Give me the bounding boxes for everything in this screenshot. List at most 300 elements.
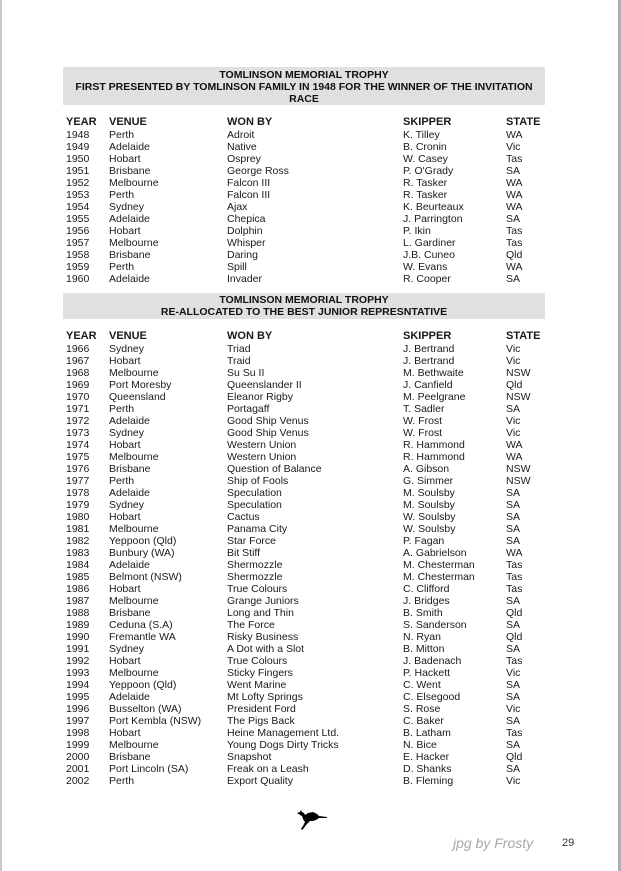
table-row: [66, 607, 546, 619]
cell-year: 1985: [66, 571, 90, 583]
cell-venue: Melbourne: [109, 367, 159, 379]
cell-state: Vic: [506, 141, 521, 153]
table-row: [66, 559, 546, 571]
cell-skipper: W. Frost: [403, 415, 443, 427]
cell-venue: Adelaide: [109, 273, 150, 285]
cell-venue: Yeppoon (Qld): [109, 535, 177, 547]
cell-skipper: R. Hammond: [403, 451, 465, 463]
table-row: [66, 237, 546, 249]
cell-venue: Adelaide: [109, 213, 150, 225]
cell-won-by: Long and Thin: [227, 607, 294, 619]
cell-venue: Hobart: [109, 439, 141, 451]
cell-won-by: Bit Stiff: [227, 547, 261, 559]
cell-year: 1955: [66, 213, 90, 225]
cell-won-by: Eleanor Rigby: [227, 391, 293, 403]
cell-year: 1952: [66, 177, 90, 189]
cell-year: 1968: [66, 367, 90, 379]
table-row: [66, 403, 546, 415]
cell-state: Vic: [506, 667, 521, 679]
col-state-header: STATE: [506, 116, 541, 128]
cell-year: 1993: [66, 667, 90, 679]
table-row: [66, 547, 546, 559]
page-number: 29: [562, 837, 575, 849]
cell-state: SA: [506, 165, 521, 177]
cell-skipper: K. Beurteaux: [403, 201, 464, 213]
table-row: [66, 273, 546, 285]
photo-credit: jpg by Frosty: [453, 835, 534, 851]
cell-won-by: The Force: [227, 619, 275, 631]
cell-won-by: Spill: [227, 261, 247, 273]
cell-skipper: M. Chesterman: [403, 571, 475, 583]
cell-state: WA: [506, 177, 523, 189]
table-row: [66, 129, 546, 141]
table-row: [66, 715, 546, 727]
table-row: [66, 619, 546, 631]
cell-won-by: Grange Juniors: [227, 595, 299, 607]
table-row: [66, 391, 546, 403]
cell-state: SA: [506, 763, 521, 775]
cell-state: NSW: [506, 367, 531, 379]
cell-skipper: E. Hacker: [403, 751, 450, 763]
cell-venue: Brisbane: [109, 607, 151, 619]
cell-won-by: President Ford: [227, 703, 296, 715]
cell-year: 1999: [66, 739, 90, 751]
cell-skipper: B. Smith: [403, 607, 443, 619]
cell-skipper: P. O'Grady: [403, 165, 454, 177]
table-header: [66, 330, 546, 343]
cell-skipper: B. Cronin: [403, 141, 447, 153]
col-wonby-header: WON BY: [227, 330, 273, 342]
cell-state: SA: [506, 273, 521, 285]
col-state-header: STATE: [506, 330, 541, 342]
cell-skipper: P. Fagan: [403, 535, 445, 547]
cell-year: 1994: [66, 679, 90, 691]
table-row: [66, 631, 546, 643]
cell-skipper: R. Tasker: [403, 177, 448, 189]
col-year-header: YEAR: [66, 116, 97, 128]
cell-skipper: M. Soulsby: [403, 487, 455, 499]
col-venue-header: VENUE: [109, 116, 147, 128]
table-row: [66, 595, 546, 607]
table-row: [66, 739, 546, 751]
table-row: [66, 451, 546, 463]
cell-year: 1949: [66, 141, 90, 153]
cell-won-by: Invader: [227, 273, 263, 285]
cell-skipper: B. Latham: [403, 727, 451, 739]
table-row: [66, 487, 546, 499]
cell-state: Qld: [506, 631, 523, 643]
table-row: [66, 523, 546, 535]
cell-venue: Belmont (NSW): [109, 571, 182, 583]
cell-year: 1981: [66, 523, 90, 535]
table-header: [66, 116, 546, 129]
cell-skipper: A. Gabrielson: [403, 547, 467, 559]
cell-won-by: Speculation: [227, 487, 282, 499]
cell-skipper: C. Baker: [403, 715, 444, 727]
cell-skipper: B. Fleming: [403, 775, 454, 787]
section1-table: [66, 116, 546, 285]
cell-skipper: D. Shanks: [403, 763, 452, 775]
cell-won-by: Native: [227, 141, 257, 153]
table-row: [66, 775, 546, 787]
cell-state: SA: [506, 535, 521, 547]
cell-state: Tas: [506, 571, 523, 583]
cell-year: 1960: [66, 273, 90, 285]
cell-year: 1987: [66, 595, 90, 607]
cell-state: NSW: [506, 463, 531, 475]
section1-title: TOMLINSON MEMORIAL TROPHY: [219, 69, 389, 81]
cell-won-by: Heine Management Ltd.: [227, 727, 340, 739]
cell-state: WA: [506, 547, 523, 559]
cell-venue: Melbourne: [109, 523, 159, 535]
cell-state: SA: [506, 643, 521, 655]
cell-state: Vic: [506, 427, 521, 439]
cell-won-by: True Colours: [227, 583, 288, 595]
table-row: [66, 499, 546, 511]
section1-subtitle-cont: RACE: [289, 93, 319, 105]
cell-year: 1996: [66, 703, 90, 715]
col-year-header: YEAR: [66, 330, 97, 342]
section2-title: TOMLINSON MEMORIAL TROPHY: [219, 294, 389, 306]
cell-year: 1989: [66, 619, 90, 631]
table-row: [66, 691, 546, 703]
cell-won-by: Sticky Fingers: [227, 667, 293, 679]
table-row: [66, 415, 546, 427]
cell-skipper: K. Tilley: [403, 129, 440, 141]
table-row: [66, 535, 546, 547]
cell-skipper: R. Hammond: [403, 439, 465, 451]
cell-skipper: W. Soulsby: [403, 511, 456, 523]
cell-skipper: N. Bice: [403, 739, 437, 751]
cell-year: 1957: [66, 237, 90, 249]
cell-venue: Sydney: [109, 643, 145, 655]
cell-won-by: Portagaff: [227, 403, 270, 415]
cell-state: WA: [506, 189, 523, 201]
cell-won-by: Falcon III: [227, 189, 271, 201]
cell-year: 1971: [66, 403, 90, 415]
cell-state: Qld: [506, 607, 523, 619]
cell-skipper: B. Mitton: [403, 643, 445, 655]
table-row: [66, 751, 546, 763]
cell-year: 1969: [66, 379, 90, 391]
cell-state: SA: [506, 739, 521, 751]
col-wonby-header: WON BY: [227, 116, 273, 128]
cell-state: SA: [506, 499, 521, 511]
cell-won-by: Adroit: [227, 129, 255, 141]
cell-state: SA: [506, 213, 521, 225]
section1-title-band: [63, 67, 545, 105]
cell-state: SA: [506, 619, 521, 631]
cell-year: 1953: [66, 189, 90, 201]
cell-venue: Melbourne: [109, 667, 159, 679]
cell-won-by: Risky Business: [227, 631, 299, 643]
table-row: [66, 213, 546, 225]
cell-state: Tas: [506, 225, 523, 237]
cell-state: Tas: [506, 583, 523, 595]
cell-state: SA: [506, 595, 521, 607]
cell-venue: Melbourne: [109, 177, 159, 189]
cell-won-by: Ship of Fools: [227, 475, 289, 487]
table-row: [66, 511, 546, 523]
section2-table: [66, 330, 546, 787]
cell-won-by: Ajax: [227, 201, 248, 213]
cell-skipper: M. Soulsby: [403, 499, 455, 511]
cell-year: 1990: [66, 631, 90, 643]
cell-state: WA: [506, 261, 523, 273]
table-row: [66, 225, 546, 237]
cell-venue: Melbourne: [109, 451, 159, 463]
cell-year: 1956: [66, 225, 90, 237]
cell-won-by: Shermozzle: [227, 559, 283, 571]
cell-skipper: C. Went: [403, 679, 441, 691]
cell-state: Qld: [506, 249, 523, 261]
cell-venue: Perth: [109, 475, 135, 487]
cell-state: NSW: [506, 391, 531, 403]
cell-skipper: W. Evans: [403, 261, 448, 273]
table-row: [66, 249, 546, 261]
cell-venue: Bunbury (WA): [109, 547, 175, 559]
cell-venue: Port Lincoln (SA): [109, 763, 189, 775]
table-row: [66, 763, 546, 775]
cell-skipper: N. Ryan: [403, 631, 441, 643]
cell-skipper: M. Peelgrane: [403, 391, 466, 403]
cell-venue: Ceduna (S.A): [109, 619, 173, 631]
cell-year: 1975: [66, 451, 90, 463]
cell-year: 1992: [66, 655, 90, 667]
cell-state: Vic: [506, 775, 521, 787]
table-row: [66, 261, 546, 273]
table-row: [66, 439, 546, 451]
cell-skipper: J.B. Cuneo: [403, 249, 455, 261]
cell-skipper: J. Parrington: [403, 213, 463, 225]
cell-state: Tas: [506, 237, 523, 249]
cell-venue: Perth: [109, 775, 135, 787]
cell-venue: Perth: [109, 129, 135, 141]
cell-skipper: P. Hackett: [403, 667, 451, 679]
cell-skipper: R. Tasker: [403, 189, 448, 201]
cell-won-by: Su Su II: [227, 367, 265, 379]
cell-won-by: Speculation: [227, 499, 282, 511]
cell-year: 1974: [66, 439, 90, 451]
cell-venue: Port Moresby: [109, 379, 172, 391]
cell-state: Vic: [506, 415, 521, 427]
cell-state: WA: [506, 439, 523, 451]
col-venue-header: VENUE: [109, 330, 147, 342]
cell-year: 1980: [66, 511, 90, 523]
cell-venue: Fremantle WA: [109, 631, 176, 643]
cell-year: 1995: [66, 691, 90, 703]
cell-venue: Perth: [109, 261, 135, 273]
cell-year: 1988: [66, 607, 90, 619]
cell-state: Tas: [506, 727, 523, 739]
cell-state: SA: [506, 487, 521, 499]
cell-year: 1966: [66, 343, 90, 355]
table-row: [66, 343, 546, 355]
table-row: [66, 177, 546, 189]
cell-venue: Sydney: [109, 499, 145, 511]
table-row: [66, 643, 546, 655]
cell-state: SA: [506, 523, 521, 535]
cell-won-by: George Ross: [227, 165, 289, 177]
cell-skipper: T. Sadler: [403, 403, 445, 415]
cell-state: WA: [506, 129, 523, 141]
cell-state: Tas: [506, 655, 523, 667]
cell-year: 1972: [66, 415, 90, 427]
cell-venue: Brisbane: [109, 463, 151, 475]
section2-title-band: [63, 293, 545, 319]
cell-state: WA: [506, 201, 523, 213]
cell-won-by: Daring: [227, 249, 258, 261]
table-row: [66, 679, 546, 691]
cell-state: Qld: [506, 379, 523, 391]
cell-venue: Hobart: [109, 583, 141, 595]
cell-year: 1984: [66, 559, 90, 571]
cell-state: SA: [506, 511, 521, 523]
cell-venue: Adelaide: [109, 559, 150, 571]
table-row: [66, 201, 546, 213]
cell-venue: Melbourne: [109, 595, 159, 607]
cell-won-by: Whisper: [227, 237, 266, 249]
cell-won-by: Star Force: [227, 535, 277, 547]
section1-subtitle: FIRST PRESENTED BY TOMLINSON FAMILY IN 1948 FOR THE WINNER OF THE INVITATION: [75, 81, 533, 93]
cell-year: 1998: [66, 727, 90, 739]
cell-won-by: True Colours: [227, 655, 288, 667]
col-skipper-header: SKIPPER: [403, 116, 452, 128]
cell-year: 1951: [66, 165, 90, 177]
cell-venue: Hobart: [109, 153, 141, 165]
cell-venue: Adelaide: [109, 141, 150, 153]
cell-year: 2000: [66, 751, 90, 763]
cell-won-by: Falcon III: [227, 177, 271, 189]
cell-year: 2001: [66, 763, 90, 775]
cell-venue: Adelaide: [109, 691, 150, 703]
section2-subtitle: RE-ALLOCATED TO THE BEST JUNIOR REPRESNTATIVE: [160, 306, 448, 318]
cell-state: NSW: [506, 475, 531, 487]
table-row: [66, 355, 546, 367]
cell-venue: Hobart: [109, 355, 141, 367]
cell-skipper: M. Chesterman: [403, 559, 475, 571]
cell-year: 1950: [66, 153, 90, 165]
cell-venue: Sydney: [109, 201, 145, 213]
cell-year: 1983: [66, 547, 90, 559]
cell-venue: Melbourne: [109, 739, 159, 751]
cell-year: 1976: [66, 463, 90, 475]
cell-venue: Queensland: [109, 391, 166, 403]
cell-skipper: J. Bridges: [403, 595, 450, 607]
cell-skipper: A. Gibson: [403, 463, 450, 475]
table-row: [66, 367, 546, 379]
cell-venue: Sydney: [109, 343, 145, 355]
cell-year: 1982: [66, 535, 90, 547]
cell-year: 1959: [66, 261, 90, 273]
cell-venue: Perth: [109, 189, 135, 201]
table-row: [66, 571, 546, 583]
cell-skipper: W. Soulsby: [403, 523, 456, 535]
cell-venue: Yeppoon (Qld): [109, 679, 177, 691]
cell-year: 1997: [66, 715, 90, 727]
table-row: [66, 655, 546, 667]
cell-skipper: C. Elsegood: [403, 691, 461, 703]
cell-venue: Brisbane: [109, 165, 151, 177]
cell-venue: Adelaide: [109, 487, 150, 499]
cell-state: Tas: [506, 559, 523, 571]
table-row: [66, 667, 546, 679]
table-row: [66, 379, 546, 391]
cell-year: 1948: [66, 129, 90, 141]
cell-venue: Hobart: [109, 655, 141, 667]
cell-skipper: J. Badenach: [403, 655, 462, 667]
cell-won-by: Chepica: [227, 213, 266, 225]
cell-won-by: Good Ship Venus: [227, 415, 309, 427]
table-row: [66, 703, 546, 715]
cell-venue: Port Kembla (NSW): [109, 715, 202, 727]
cell-won-by: Good Ship Venus: [227, 427, 309, 439]
kangaroo-icon: [296, 809, 328, 831]
cell-state: Vic: [506, 703, 521, 715]
cell-skipper: W. Casey: [403, 153, 448, 165]
cell-skipper: J. Canfield: [403, 379, 453, 391]
cell-won-by: Export Quality: [227, 775, 293, 787]
cell-year: 2002: [66, 775, 90, 787]
table-row: [66, 189, 546, 201]
cell-won-by: Osprey: [227, 153, 261, 165]
table-row: [66, 583, 546, 595]
cell-won-by: Western Union: [227, 439, 297, 451]
table-row: [66, 427, 546, 439]
cell-year: 1958: [66, 249, 90, 261]
table-row: [66, 727, 546, 739]
cell-year: 1979: [66, 499, 90, 511]
table-row: [66, 141, 546, 153]
cell-won-by: Dolphin: [227, 225, 263, 237]
cell-venue: Hobart: [109, 225, 141, 237]
cell-won-by: Freak on a Leash: [227, 763, 309, 775]
table-row: [66, 153, 546, 165]
cell-state: SA: [506, 679, 521, 691]
cell-won-by: Western Union: [227, 451, 297, 463]
cell-won-by: Snapshot: [227, 751, 272, 763]
cell-skipper: S. Sanderson: [403, 619, 467, 631]
cell-year: 1954: [66, 201, 90, 213]
cell-skipper: G. Simmer: [403, 475, 454, 487]
cell-venue: Perth: [109, 403, 135, 415]
cell-won-by: Triad: [227, 343, 251, 355]
cell-skipper: R. Cooper: [403, 273, 451, 285]
cell-won-by: Went Marine: [227, 679, 287, 691]
cell-venue: Hobart: [109, 727, 141, 739]
cell-won-by: Queenslander II: [227, 379, 302, 391]
cell-won-by: The Pigs Back: [227, 715, 295, 727]
cell-skipper: J. Bertrand: [403, 343, 455, 355]
cell-state: SA: [506, 403, 521, 415]
page-edge-left: [0, 0, 2, 871]
table-row: [66, 475, 546, 487]
cell-won-by: Shermozzle: [227, 571, 283, 583]
cell-won-by: Traid: [227, 355, 251, 367]
table-row: [66, 463, 546, 475]
cell-venue: Brisbane: [109, 751, 151, 763]
cell-won-by: Young Dogs Dirty Tricks: [227, 739, 339, 751]
cell-won-by: Question of Balance: [227, 463, 322, 475]
cell-won-by: Panama City: [227, 523, 288, 535]
cell-won-by: A Dot with a Slot: [227, 643, 305, 655]
cell-state: Vic: [506, 343, 521, 355]
col-skipper-header: SKIPPER: [403, 330, 452, 342]
table-row: [66, 165, 546, 177]
cell-year: 1967: [66, 355, 90, 367]
cell-venue: Sydney: [109, 427, 145, 439]
cell-venue: Brisbane: [109, 249, 151, 261]
